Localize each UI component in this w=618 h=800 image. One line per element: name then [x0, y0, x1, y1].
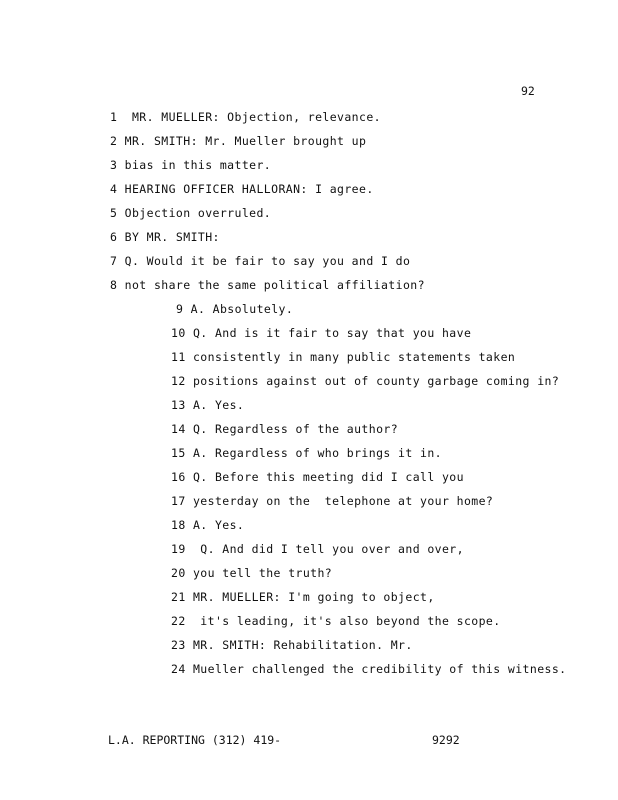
line-text: A. Yes. [192, 518, 245, 532]
transcript-line [171, 638, 413, 652]
line-number: 23 [171, 638, 186, 652]
transcript-line [110, 110, 381, 124]
transcript-line [171, 590, 435, 604]
line-text: MR. SMITH: Mr. Mueller brought up [124, 134, 367, 148]
line-number: 5 [110, 206, 118, 220]
line-number: 12 [171, 374, 186, 388]
line-text: Q. Before this meeting did I call you [192, 470, 464, 484]
transcript-line [171, 662, 567, 676]
line-number: 19 [171, 542, 186, 556]
line-number: 11 [171, 350, 186, 364]
line-text: BY MR. SMITH: [124, 230, 220, 244]
footer-reporter: L.A. REPORTING (312) 419- [108, 733, 282, 747]
line-number: 4 [110, 182, 118, 196]
transcript-line [110, 278, 425, 292]
line-number: 6 [110, 230, 118, 244]
line-text: A. Regardless of who brings it in. [192, 446, 442, 460]
line-text: yesterday on the telephone at your home? [192, 494, 494, 508]
transcript-line [176, 302, 293, 316]
line-text: not share the same political affiliation? [124, 278, 425, 292]
transcript-line [110, 134, 366, 148]
line-number: 7 [110, 254, 118, 268]
line-number: 16 [171, 470, 186, 484]
transcript-line [171, 374, 559, 388]
transcript-line [171, 470, 464, 484]
footer-phone-suffix: 9292 [432, 733, 460, 747]
transcript-line [110, 230, 220, 244]
transcript-line [110, 254, 410, 268]
line-text: Q. And did I tell you over and over, [192, 542, 464, 556]
line-text: it's leading, it's also beyond the scope. [192, 614, 501, 628]
line-number: 20 [171, 566, 186, 580]
transcript-line [171, 326, 471, 340]
transcript-line [171, 542, 464, 556]
line-text: A. Absolutely. [190, 302, 294, 316]
transcript-line [171, 398, 244, 412]
line-number: 17 [171, 494, 186, 508]
transcript-line [171, 614, 501, 628]
line-text: MR. SMITH: Rehabilitation. Mr. [192, 638, 413, 652]
line-text: bias in this matter. [124, 158, 272, 172]
line-number: 24 [171, 662, 186, 676]
transcript-line [171, 566, 332, 580]
line-number: 8 [110, 278, 118, 292]
line-text: MR. MUELLER: I'm going to object, [192, 590, 435, 604]
transcript-line [110, 158, 271, 172]
line-number: 2 [110, 134, 118, 148]
line-number: 14 [171, 422, 186, 436]
line-text: you tell the truth? [192, 566, 333, 580]
line-text: Objection overruled. [124, 206, 272, 220]
line-text: A. Yes. [192, 398, 245, 412]
line-text: Mueller challenged the credibility of this witness. [192, 662, 567, 676]
transcript-line [171, 350, 515, 364]
line-text: positions against out of county garbage coming in? [192, 374, 560, 388]
line-text: MR. MUELLER: Objection, relevance. [124, 110, 381, 124]
line-number: 15 [171, 446, 186, 460]
line-text: Q. Regardless of the author? [192, 422, 399, 436]
transcript-line [110, 206, 271, 220]
line-number: 21 [171, 590, 186, 604]
line-number: 10 [171, 326, 186, 340]
line-number: 3 [110, 158, 118, 172]
line-text: HEARING OFFICER HALLORAN: I agree. [124, 182, 374, 196]
transcript-line [171, 518, 244, 532]
line-text: Q. Would it be fair to say you and I do [124, 254, 411, 268]
line-number: 13 [171, 398, 186, 412]
line-text: consistently in many public statements taken [192, 350, 516, 364]
line-text: Q. And is it fair to say that you have [192, 326, 472, 340]
line-number: 9 [176, 302, 184, 316]
transcript-line [171, 494, 493, 508]
transcript-line [110, 182, 374, 196]
line-number: 1 [110, 110, 118, 124]
transcript-line [171, 422, 398, 436]
page-number: 92 [521, 84, 535, 98]
transcript-line [171, 446, 442, 460]
line-number: 18 [171, 518, 186, 532]
line-number: 22 [171, 614, 186, 628]
